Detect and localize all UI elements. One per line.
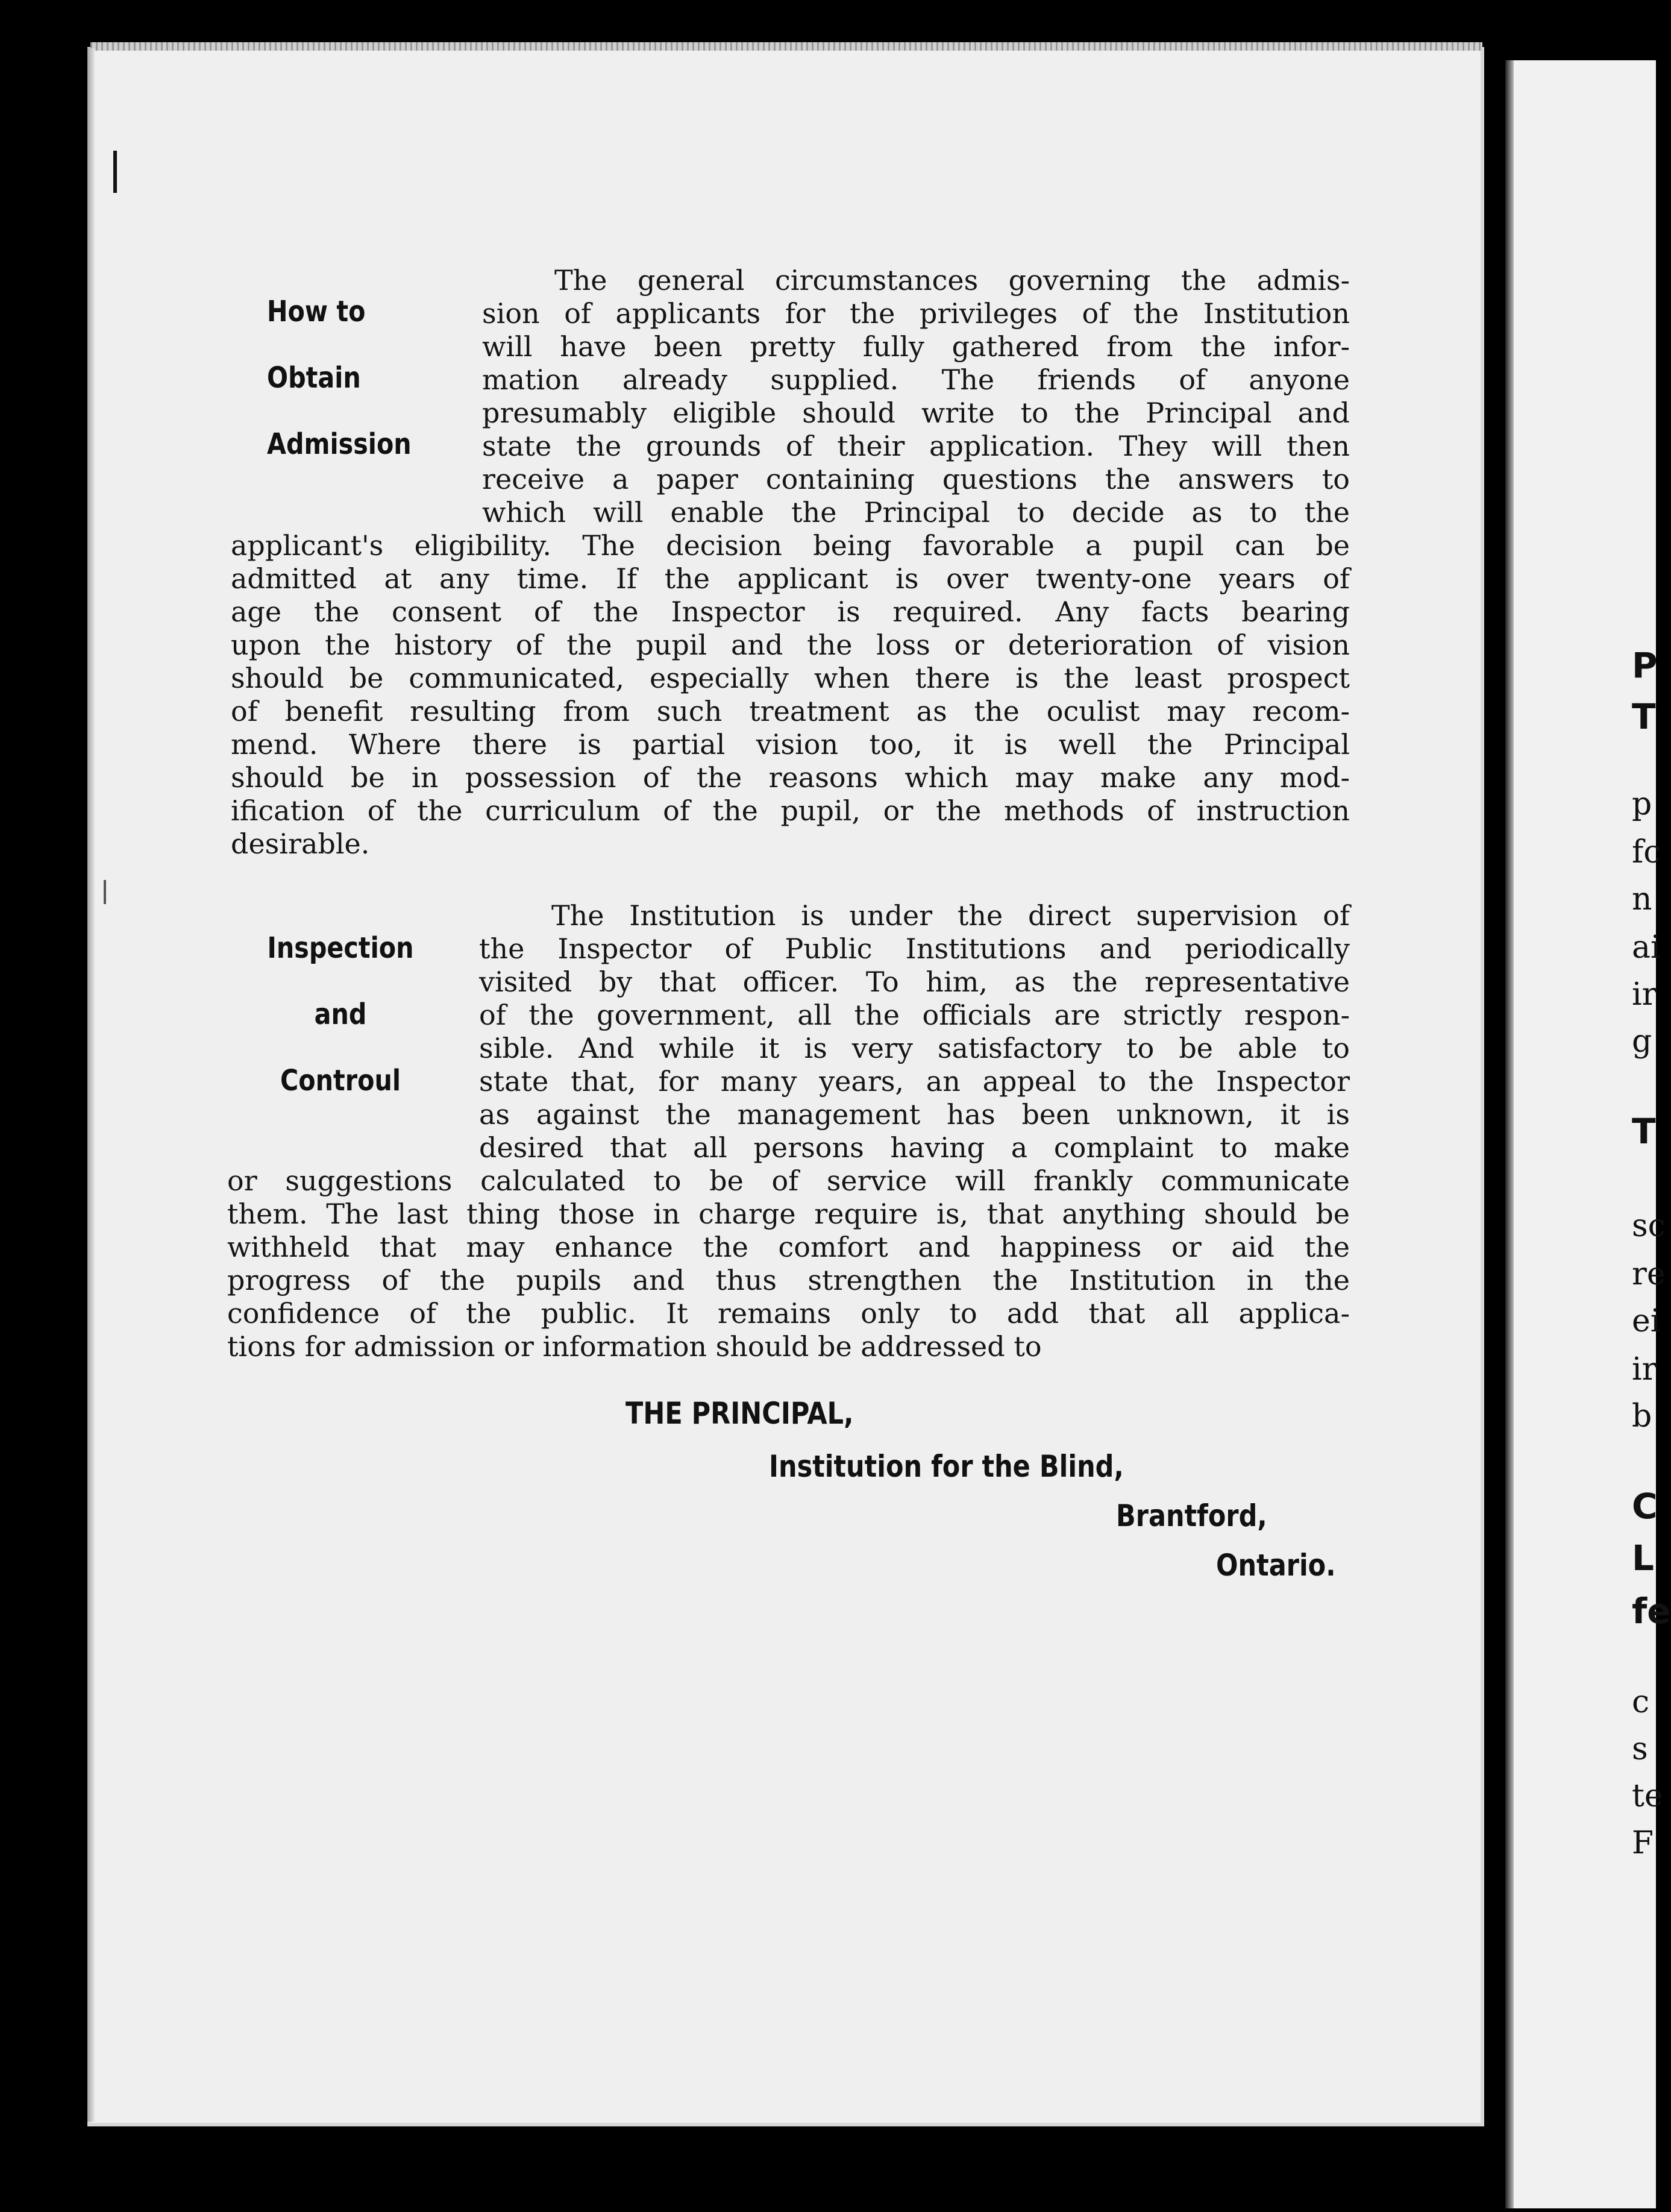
text-line: presumably eligible should write to the Principal and bbox=[482, 397, 1350, 429]
text-line: the Inspector of Public Institutions and periodically bbox=[479, 932, 1350, 965]
adjacent-text-fragment: ir bbox=[1632, 1351, 1657, 1387]
text-line: ification of the curriculum of the pupil, or the methods of instruction bbox=[231, 794, 1350, 827]
binding-mark bbox=[113, 151, 117, 193]
text-line: age the consent of the Inspector is required. Any facts bearing bbox=[231, 595, 1350, 628]
adjacent-text-fragment: ir bbox=[1632, 976, 1657, 1013]
side-heading-line: Controul bbox=[280, 1064, 401, 1098]
side-heading-line: Obtain bbox=[267, 361, 361, 395]
page-gutter bbox=[1484, 42, 1505, 2212]
adjacent-text-fragment: s bbox=[1632, 1731, 1648, 1767]
text-line: sion of applicants for the privileges of the Institution bbox=[482, 297, 1350, 330]
text-line: upon the history of the pupil and the loss or deterioration of vision bbox=[231, 629, 1350, 661]
adjacent-text-fragment: re bbox=[1632, 1256, 1666, 1292]
text-line: which will enable the Principal to decide as to the bbox=[482, 496, 1350, 529]
text-line: confidence of the public. It remains only to add that all applica- bbox=[227, 1297, 1350, 1330]
text-line: The general circumstances governing the admis- bbox=[554, 264, 1350, 297]
side-heading-admission bbox=[267, 278, 412, 477]
text-line: tions for admission or information should be addressed to bbox=[227, 1330, 1042, 1363]
text-line: admitted at any time. If the applicant is over twenty-one years of bbox=[231, 562, 1350, 595]
adjacent-heading-fragment: T bbox=[1632, 1111, 1656, 1152]
side-heading-line: Inspection bbox=[267, 931, 414, 965]
side-heading-line: How to bbox=[267, 295, 366, 328]
adjacent-heading-fragment: C bbox=[1632, 1486, 1658, 1527]
page-edge-left bbox=[87, 48, 95, 2122]
adjacent-text-fragment: n bbox=[1632, 881, 1652, 917]
address-recipient: THE PRINCIPAL, bbox=[625, 1396, 854, 1431]
address-institution: Institution for the Blind, bbox=[769, 1449, 1124, 1484]
binding-mark bbox=[104, 880, 106, 904]
text-line: mation already supplied. The friends of anyone bbox=[482, 363, 1350, 396]
text-line: should be in possession of the reasons which may make any mod- bbox=[231, 761, 1350, 794]
text-line: desired that all persons having a complaint to make bbox=[479, 1131, 1350, 1164]
text-line: progress of the pupils and thus strengthen the Institution in the bbox=[227, 1264, 1350, 1296]
adjacent-text-fragment: sc bbox=[1632, 1208, 1666, 1244]
side-heading-line: and bbox=[314, 998, 367, 1031]
text-line: them. The last thing those in charge require is, that anything should be bbox=[227, 1198, 1350, 1230]
adjacent-text-fragment: p bbox=[1632, 786, 1652, 822]
adjacent-heading-fragment: T bbox=[1632, 696, 1656, 737]
text-line: The Institution is under the direct supervision of bbox=[551, 899, 1350, 932]
paragraph-admission-narrow bbox=[482, 264, 1350, 529]
adjacent-text-fragment: ei bbox=[1632, 1303, 1661, 1339]
address-city: Brantford, bbox=[1116, 1498, 1267, 1533]
side-heading-line: Admission bbox=[267, 427, 412, 461]
adjacent-text-fragment: g bbox=[1632, 1023, 1652, 1060]
side-heading-inspection bbox=[265, 915, 415, 1114]
text-line: state that, for many years, an appeal to the Inspector bbox=[479, 1065, 1350, 1098]
text-line: state the grounds of their application. They will then bbox=[482, 430, 1350, 462]
adjacent-text-fragment: fc bbox=[1632, 834, 1661, 870]
adjacent-text-fragment: F bbox=[1632, 1825, 1654, 1861]
adjacent-heading-fragment: L bbox=[1632, 1538, 1654, 1579]
text-line: mend. Where there is partial vision too, it is well the Principal bbox=[231, 728, 1350, 761]
page-edge-top bbox=[90, 42, 1482, 51]
text-line: withheld that may enhance the comfort and happiness or aid the bbox=[227, 1231, 1350, 1263]
adjacent-text-fragment: ai bbox=[1632, 929, 1661, 966]
paragraph-inspection-wide bbox=[227, 1164, 1350, 1363]
adjacent-heading-fragment: P bbox=[1632, 645, 1658, 686]
text-line: sible. And while it is very satisfactory to be able to bbox=[479, 1032, 1350, 1064]
text-line: visited by that officer. To him, as the representative bbox=[479, 966, 1350, 998]
text-line: or suggestions calculated to be of service will frankly communicate bbox=[227, 1164, 1350, 1197]
text-line: desirable. bbox=[231, 828, 370, 860]
text-line: of benefit resulting from such treatment as the oculist may recom- bbox=[231, 695, 1350, 727]
text-line: should be communicated, especially when there is the least prospect bbox=[231, 662, 1350, 694]
paragraph-admission-wide bbox=[231, 529, 1350, 861]
text-line: receive a paper containing questions the answers to bbox=[482, 463, 1350, 495]
adjacent-text-fragment: b bbox=[1632, 1398, 1652, 1434]
text-line: will have been pretty fully gathered from the infor- bbox=[482, 330, 1350, 363]
adjacent-text-fragment: te bbox=[1632, 1778, 1663, 1814]
adjacent-heading-fragment: fe bbox=[1632, 1591, 1671, 1632]
paragraph-inspection-narrow bbox=[479, 899, 1350, 1164]
adjacent-page-binding bbox=[1505, 60, 1514, 2208]
text-line: applicant's eligibility. The decision being favorable a pupil can be bbox=[231, 529, 1350, 562]
text-line: as against the management has been unknown, it is bbox=[479, 1098, 1350, 1131]
address-province: Ontario. bbox=[1216, 1548, 1336, 1583]
adjacent-text-fragment: c bbox=[1632, 1684, 1650, 1720]
text-line: of the government, all the officials are strictly respon- bbox=[479, 999, 1350, 1031]
